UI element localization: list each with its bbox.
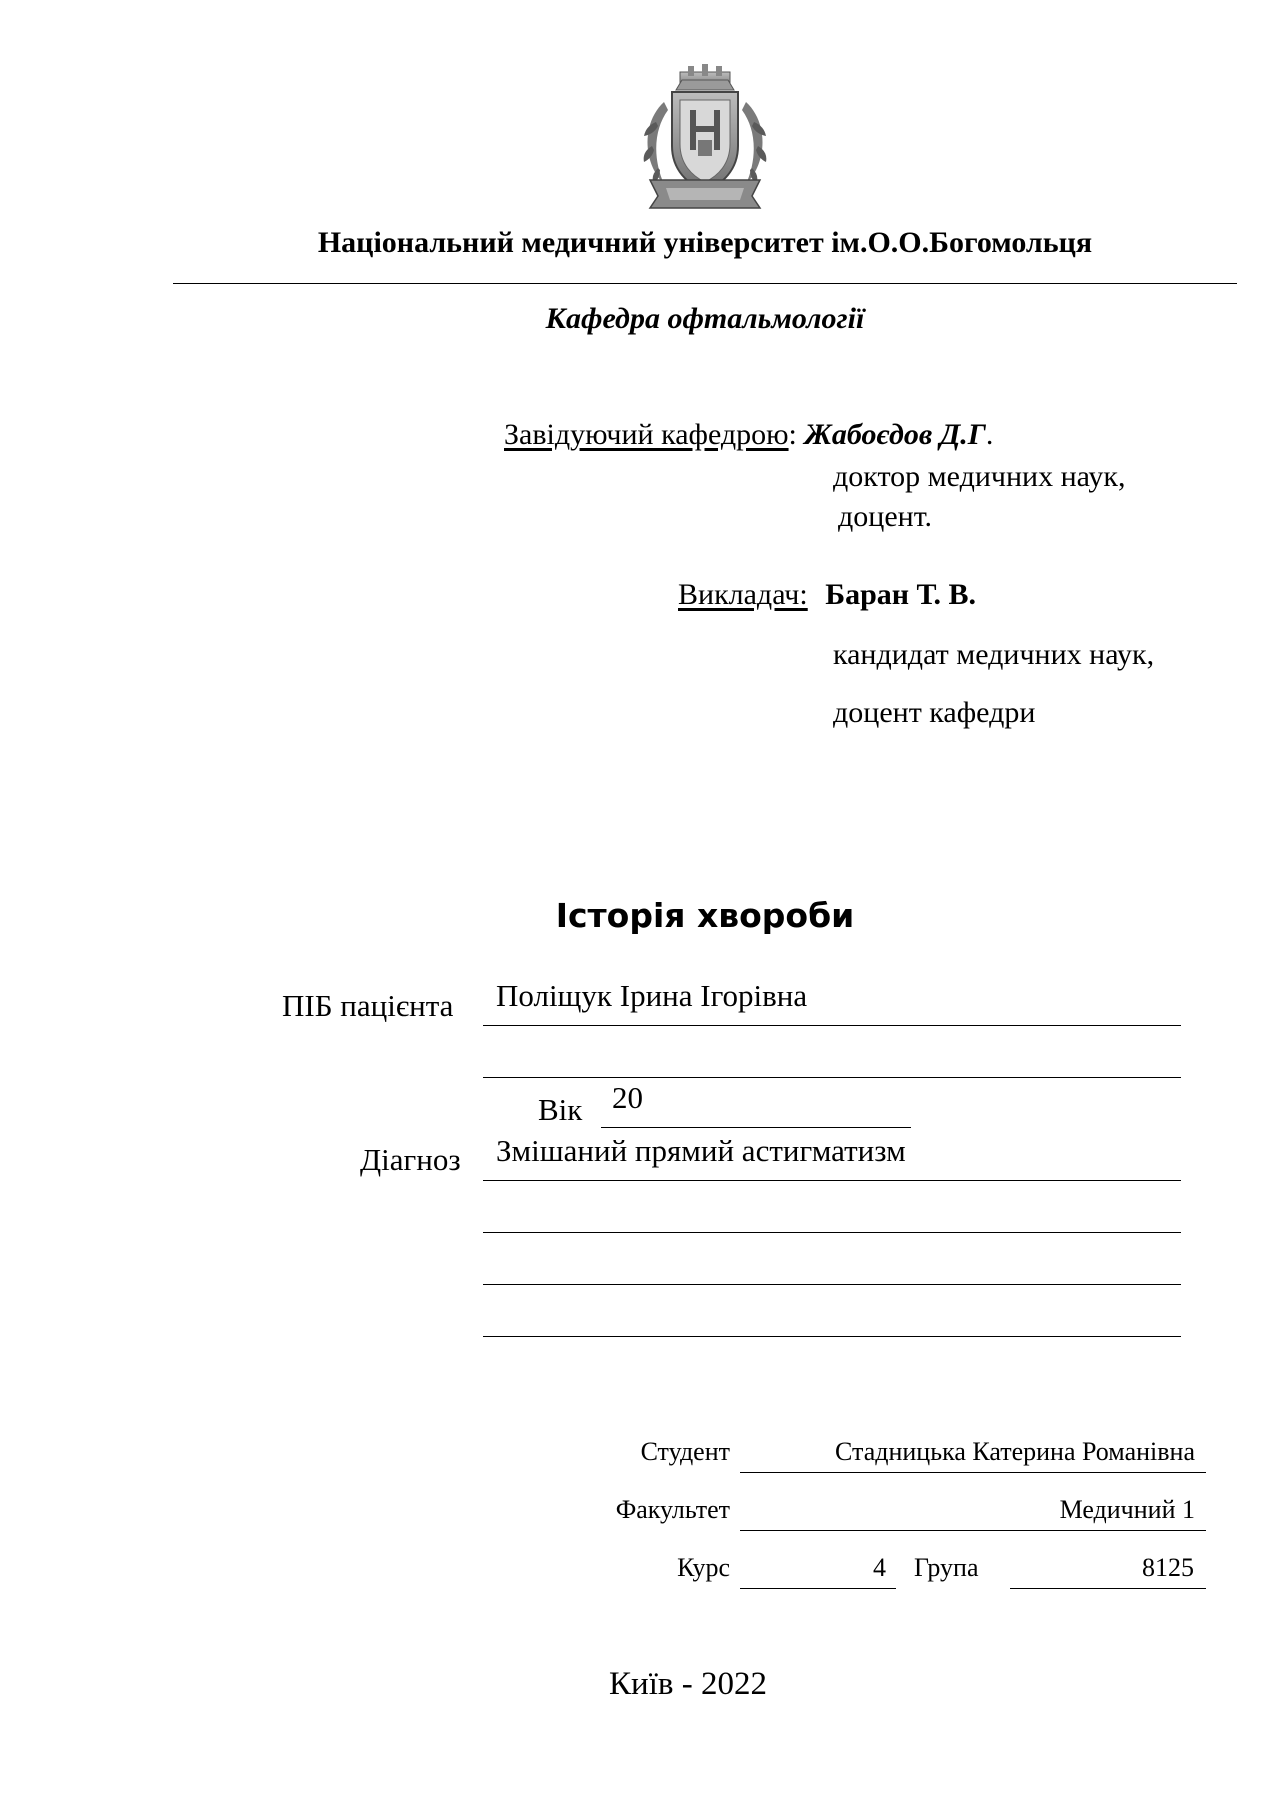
group-value: 8125 xyxy=(1142,1553,1194,1582)
patient-name-line-2 xyxy=(483,1077,1181,1078)
student-line xyxy=(740,1472,1206,1473)
course-label: Курс xyxy=(677,1553,730,1582)
header-divider xyxy=(173,283,1237,284)
age-line xyxy=(601,1127,911,1128)
group-label: Група xyxy=(914,1553,979,1582)
diagnosis-line-3 xyxy=(483,1284,1181,1285)
patient-name-label: ПІБ пацієнта xyxy=(282,988,454,1023)
department-name: Кафедра офтальмології xyxy=(545,302,865,335)
university-crest-icon xyxy=(636,62,774,212)
teacher-degree: кандидат медичних наук, xyxy=(833,638,1155,671)
teacher-block xyxy=(678,578,976,612)
head-of-department-block xyxy=(504,418,993,452)
patient-name-value: Поліщук Ірина Ігорівна xyxy=(496,978,808,1013)
student-value: Стадницька Катерина Романівна xyxy=(835,1437,1195,1466)
city-year: Київ - 2022 xyxy=(609,1666,767,1702)
age-label: Вік xyxy=(538,1092,583,1127)
faculty-value: Медичний 1 xyxy=(1059,1495,1195,1524)
faculty-label: Факультет xyxy=(615,1495,730,1524)
head-of-department-name: Жабоєдов Д.Г xyxy=(804,418,986,451)
head-of-department-separator: : xyxy=(788,418,797,451)
course-value: 4 xyxy=(873,1553,886,1582)
diagnosis-value: Змішаний прямий астигматизм xyxy=(496,1133,906,1168)
patient-name-line xyxy=(483,1025,1181,1026)
teacher-name: Баран Т. В. xyxy=(825,578,977,611)
university-name: Національний медичний університет ім.О.О.Богомольця xyxy=(317,226,1093,259)
teacher-label: Викладач: xyxy=(678,578,808,611)
document-title: Історія хвороби xyxy=(555,896,855,935)
head-of-department-label: Завідуючий кафедрою xyxy=(504,418,789,451)
teacher-title: доцент кафедри xyxy=(833,696,1036,729)
diagnosis-label: Діагноз xyxy=(360,1142,461,1177)
faculty-line xyxy=(740,1530,1206,1531)
diagnosis-line-2 xyxy=(483,1232,1181,1233)
head-of-department-name-suffix: . xyxy=(985,418,994,451)
diagnosis-line-4 xyxy=(483,1336,1181,1337)
age-value: 20 xyxy=(612,1080,643,1115)
diagnosis-line xyxy=(483,1180,1181,1181)
course-line xyxy=(740,1588,896,1589)
head-of-department-degree: доктор медичних наук, xyxy=(833,460,1126,493)
group-line xyxy=(1010,1588,1206,1589)
head-of-department-title: доцент. xyxy=(838,500,933,533)
student-label: Студент xyxy=(640,1437,730,1466)
